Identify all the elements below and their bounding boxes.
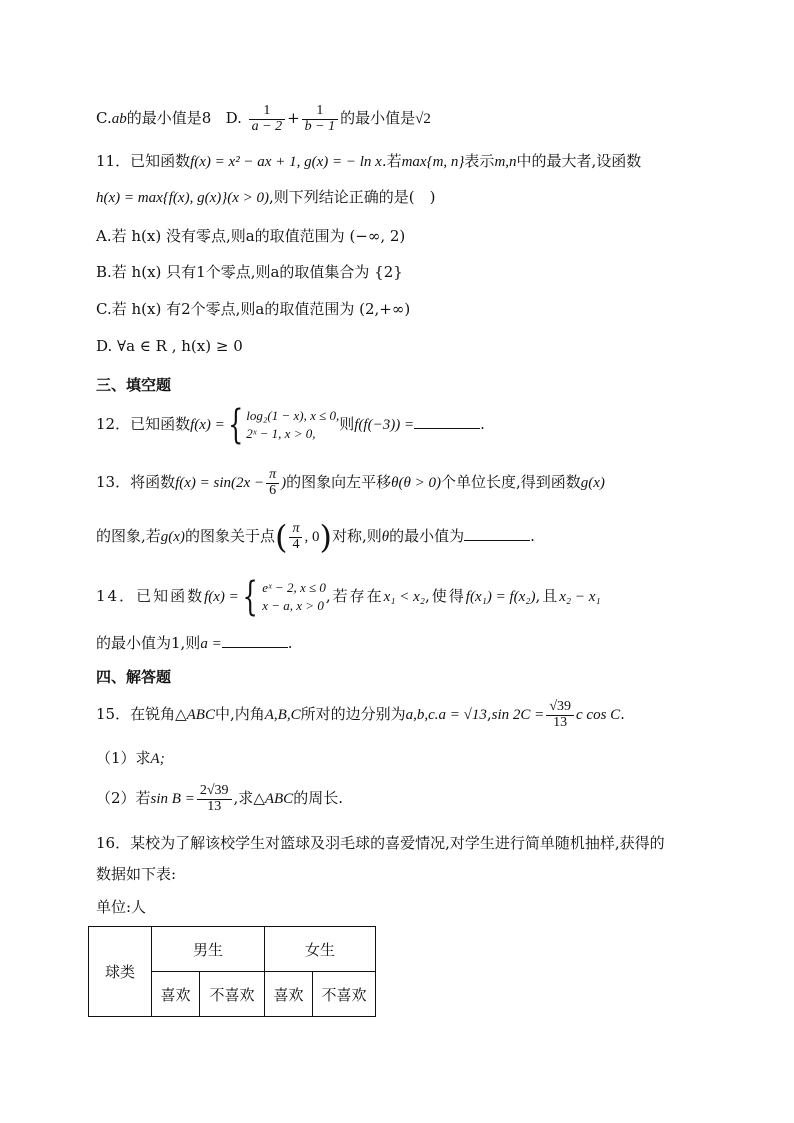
q13-answer-blank[interactable] xyxy=(464,526,530,541)
q13-l2b: 的图象关于点 xyxy=(184,527,275,545)
q15-line-1 xyxy=(96,694,625,735)
q15-p2a: （2）若 xyxy=(96,789,151,807)
q13-mid2: 个单位长度,得到函数 xyxy=(440,473,581,491)
q14-brace: { xyxy=(242,574,259,620)
q13-fraction: $\frac{\pi}{6}$ xyxy=(266,468,279,498)
q13-line-1 xyxy=(96,462,605,503)
q15-l1b: 中,内角 xyxy=(214,705,265,723)
table-group-female: 女生 xyxy=(265,927,376,972)
q11-max: max{m, n} xyxy=(401,154,465,170)
q13-f: f(x) = sin(2x − xyxy=(175,475,265,491)
q15-p2-sin: sin B = xyxy=(150,791,195,807)
q15-angles: A,B,C xyxy=(264,707,301,723)
q16-table xyxy=(88,926,376,1017)
q15-end: . xyxy=(620,705,625,723)
section-heading-fill-in: 三、填空题 xyxy=(96,376,172,394)
q13-point-fraction: $\frac{\pi}{4}$ xyxy=(289,522,302,552)
q13-prefix: 13．将函数 xyxy=(96,473,176,491)
q14-cases: eˣ − 2, x ≤ 0 x − a, x > 0 xyxy=(262,580,326,613)
option-d-fraction-2: $\frac{1}{b - 1}$ xyxy=(302,104,338,134)
option-d-value: √2 xyxy=(415,111,431,128)
q14-cond: x₁ < x₂ xyxy=(383,589,426,605)
option-d-label: D. xyxy=(225,109,242,128)
q16-line-2: 数据如下表: xyxy=(96,865,177,883)
q10-options-cd xyxy=(96,104,431,134)
q13-mid: 的图象向左平移 xyxy=(286,473,392,491)
q11-line-2 xyxy=(96,186,435,209)
q13-l2c: 对称,则 xyxy=(331,527,382,545)
option-c-label: C. xyxy=(96,109,112,128)
q12-answer-blank[interactable] xyxy=(414,414,480,429)
q13-end: . xyxy=(530,527,535,545)
q15-sides: a,b,c. xyxy=(405,707,439,723)
q11-mn: m,n xyxy=(494,154,517,170)
option-c-expr: ab xyxy=(111,111,127,128)
q14-f: f(x) = xyxy=(204,589,239,605)
table-sub-header: 不喜欢 xyxy=(313,972,376,1017)
q11-end: 中的最大者,设函数 xyxy=(516,152,642,170)
table-sub-header: 喜欢 xyxy=(265,972,313,1017)
q13-g: g(x) xyxy=(580,475,605,491)
q14-var: a = xyxy=(200,636,222,652)
q15-triangle: △ABC xyxy=(175,707,215,723)
q14-mid2: ,使得 xyxy=(425,587,466,605)
q13-point-tail: , 0 xyxy=(304,529,320,545)
q11-text: 表示 xyxy=(464,152,495,170)
table-sub-header: 不喜欢 xyxy=(200,972,265,1017)
q15-p1: （1）求 xyxy=(96,749,151,767)
table-row-header: 球类 xyxy=(89,927,152,1017)
q13-line-2 xyxy=(96,516,535,557)
q12-ask: f(f(−3)) = xyxy=(354,417,415,433)
q14-l2a: 的最小值为1,则 xyxy=(96,634,201,652)
q11-line-1 xyxy=(96,150,641,173)
q15-part-2 xyxy=(96,778,343,819)
q15-part-1 xyxy=(96,747,165,770)
q11-mid: .若 xyxy=(381,152,402,170)
section-heading-answer: 四、解答题 xyxy=(96,668,172,686)
q15-cond2b: c cos C xyxy=(576,707,621,723)
q13-theta: θ(θ > 0) xyxy=(391,475,441,491)
q15-fraction: $\frac{√39}{13}$ xyxy=(546,700,574,730)
q14-mid: ,若存在 xyxy=(325,587,384,605)
q11-h-def: h(x) = max{f(x), g(x)}(x > 0) xyxy=(96,190,269,206)
q15-cond1: a = √13 xyxy=(438,707,487,723)
paren-close: ) xyxy=(319,518,332,556)
q12-end: . xyxy=(480,415,485,433)
q13-l2g: g(x) xyxy=(160,529,185,545)
q11-option-b: B.若 h(x) 只有1个零点,则a的取值集合为 {2} xyxy=(96,263,403,281)
q15-p2-tri: △ABC xyxy=(253,791,294,807)
q14-prefix: 14．已知函数 xyxy=(96,587,205,605)
q12 xyxy=(96,402,485,448)
q14-line-1 xyxy=(96,574,601,620)
q12-brace: { xyxy=(227,402,244,448)
q14-line-2 xyxy=(96,632,292,655)
q11-option-a: A.若 h(x) 没有零点,则a的取值范围为 (−∞, 2) xyxy=(96,227,406,245)
q15-cond2a: sin 2C = xyxy=(491,707,545,723)
q11-option-d: D. ∀a ∈ R , h(x) ≥ 0 xyxy=(96,337,243,355)
q14-answer-blank[interactable] xyxy=(222,633,288,648)
q13-l2d: 的最小值为 xyxy=(389,527,465,545)
q15-p2-fraction: $\frac{2√39}{13}$ xyxy=(197,784,232,814)
q14-eq: f(x₁) = f(x₂) xyxy=(465,589,536,605)
q14-mid3: ,且 xyxy=(535,587,560,605)
q15-p2c: 的周长. xyxy=(293,789,343,807)
q12-cases: log₂(1 − x), x ≤ 0, 2ˣ − 1, x > 0, xyxy=(246,408,340,441)
q15-l1c: 所对的边分别为 xyxy=(300,705,406,723)
q14-diff: x₂ − x₁ xyxy=(559,589,601,605)
option-c-text: 的最小值是8 xyxy=(126,109,212,128)
table-group-male: 男生 xyxy=(152,927,265,972)
q11-question: ,则下列结论正确的是( ) xyxy=(269,188,436,206)
table-sub-header: 喜欢 xyxy=(152,972,200,1017)
q12-mid: 则 xyxy=(339,415,355,433)
q15-p1-var: A; xyxy=(150,751,165,767)
q15-p2b: ,求 xyxy=(233,789,254,807)
q16-unit: 单位:人 xyxy=(96,898,147,916)
q13-close: ) xyxy=(281,475,287,491)
q15-l1a: 15．在锐角 xyxy=(96,705,176,723)
q13-l2a: 的图象,若 xyxy=(96,527,161,545)
q16-line-1: 16．某校为了解该校学生对篮球及羽毛球的喜爱情况,对学生进行简单随机抽样,获得的 xyxy=(96,834,665,852)
option-d-text: 的最小值是 xyxy=(340,109,416,128)
q12-f: f(x) = xyxy=(190,417,225,433)
option-d-fraction-1: $\frac{1}{a - 2}$ xyxy=(249,104,285,134)
q14-end: . xyxy=(287,634,293,652)
q13-l2-theta: θ xyxy=(381,529,390,545)
q15-sep: , xyxy=(486,705,492,723)
paren-open: ( xyxy=(274,518,288,556)
q11-option-c: C.若 h(x) 有2个零点,则a的取值范围为 (2,+∞) xyxy=(96,300,411,318)
q11-prefix: 11．已知函数 xyxy=(96,152,191,170)
q11-functions: f(x) = x² − ax + 1, g(x) = − ln x xyxy=(190,154,382,170)
q12-prefix: 12．已知函数 xyxy=(96,415,191,433)
plus-sign: + xyxy=(287,109,300,128)
